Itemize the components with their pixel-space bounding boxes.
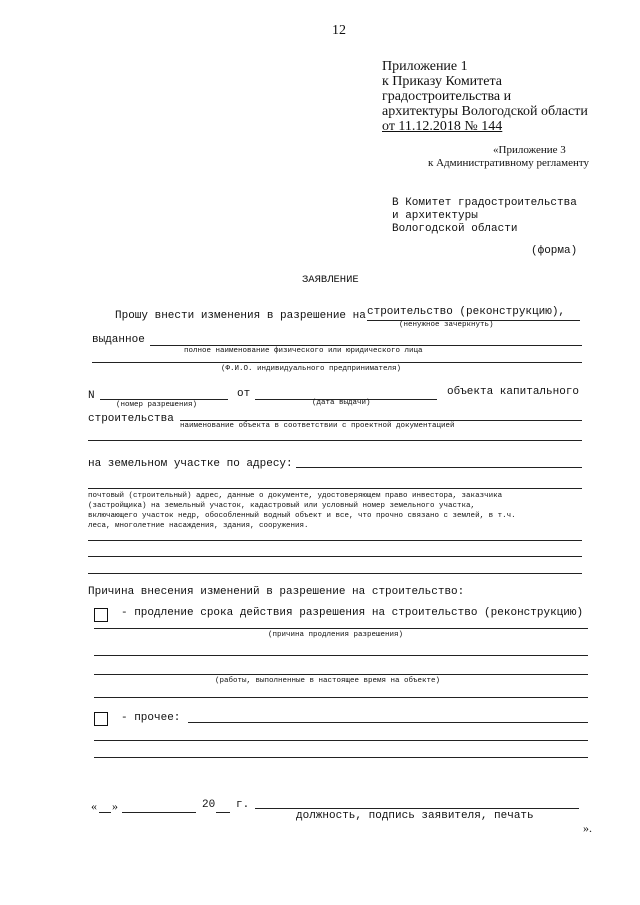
sub-header-line-2: к Административному регламенту: [428, 157, 590, 169]
signature-field[interactable]: [255, 808, 579, 809]
works-done-field-2[interactable]: [94, 697, 588, 698]
address-line-a[interactable]: [88, 540, 582, 541]
month-field[interactable]: [122, 812, 196, 813]
year-suffix: г.: [236, 799, 250, 811]
construction-label: строительства: [88, 413, 174, 425]
addressee-line-1: В Комитет градостроительства: [392, 197, 577, 209]
address-line-b[interactable]: [88, 556, 582, 557]
other-reason-field-2[interactable]: [94, 740, 588, 741]
issued-field[interactable]: [150, 345, 582, 346]
construction-field-2[interactable]: [88, 440, 582, 441]
extend-reason-field-2[interactable]: [94, 655, 588, 656]
issued-hint-2: (Ф.И.О. индивидуального предпринимателя): [221, 365, 402, 373]
issued-hint-1: полное наименование физического или юридического лица: [184, 347, 423, 355]
addressee-line-2: и архитектуры: [392, 210, 478, 222]
construction-field[interactable]: [180, 420, 582, 421]
address-field-2[interactable]: [88, 488, 582, 489]
other-reason-field-3[interactable]: [94, 757, 588, 758]
signature-hint: должность, подпись заявителя, печать: [296, 810, 534, 822]
construction-hint: наименование объекта в соответствии с проектной документацией: [180, 422, 455, 430]
form-label: (форма): [531, 245, 578, 257]
addressee-line-3: Вологодской области: [392, 223, 518, 235]
address-hint-4: леса, многолетние насаждения, здания, сооружения.: [88, 522, 309, 530]
issued-label: выданное: [92, 334, 145, 346]
permit-from-label: от: [237, 388, 251, 400]
permit-number-hint: (номер разрешения): [116, 401, 198, 409]
request-object: строительство (реконструкцию),: [367, 306, 566, 318]
address-hint-3: включающего участок недр, обособленный водный объект и все, что прочно связано с землей, в т.ч.: [88, 512, 516, 520]
date-quote-open: «: [91, 799, 97, 813]
permit-date-hint: (дата выдачи): [312, 399, 371, 407]
address-hint-2: (застройщика) на земельный участок, кадастровый или условный номер земельного участка,: [88, 502, 476, 510]
year-prefix: 20: [202, 799, 216, 811]
strike-note: (ненужное зачеркнуть): [399, 321, 494, 329]
header-line-4: архитектуры Вологодской области: [382, 104, 588, 119]
reason-heading: Причина внесения изменений в разрешение на строительство:: [88, 586, 465, 598]
extend-reason-field[interactable]: [94, 628, 588, 629]
request-text: Прошу внести изменения в разрешение на: [115, 310, 366, 322]
year-field[interactable]: [216, 812, 230, 813]
closing-quote: ».: [583, 821, 592, 835]
other-reason-label: - прочее:: [121, 712, 181, 724]
extend-permit-checkbox[interactable]: [94, 608, 108, 622]
other-reason-checkbox[interactable]: [94, 712, 108, 726]
other-reason-field[interactable]: [188, 722, 588, 723]
address-label: на земельном участке по адресу:: [88, 458, 293, 470]
header-line-2: к Приказу Комитета: [382, 74, 503, 89]
order-date-number: от 11.12.2018 № 144: [382, 119, 503, 134]
date-quote-close: »: [112, 799, 118, 813]
address-field[interactable]: [296, 467, 582, 468]
issued-field-2[interactable]: [92, 362, 582, 363]
document-title: ЗАЯВЛЕНИЕ: [302, 274, 359, 286]
header-line-3: градостроительства и: [382, 89, 512, 104]
object-label: объекта капитального: [447, 386, 580, 398]
page-number: 12: [332, 23, 346, 38]
day-field[interactable]: [99, 812, 111, 813]
works-done-hint: (работы, выполненные в настоящее время на объекте): [215, 677, 441, 685]
permit-n-label: N: [88, 390, 95, 402]
works-done-field[interactable]: [94, 674, 588, 675]
extend-permit-label: - продление срока действия разрешения на строительство (реконструкцию): [121, 607, 584, 619]
extend-reason-hint: (причина продления разрешения): [268, 631, 404, 639]
header-line-1: Приложение 1: [382, 59, 468, 74]
address-hint-1: почтовый (строительный) адрес, данные о документе, удостоверяющем право инвестора, заказчика: [88, 492, 503, 500]
address-line-c[interactable]: [88, 573, 582, 574]
sub-header-line-1: «Приложение 3: [493, 144, 566, 156]
permit-number-field[interactable]: [100, 399, 228, 400]
